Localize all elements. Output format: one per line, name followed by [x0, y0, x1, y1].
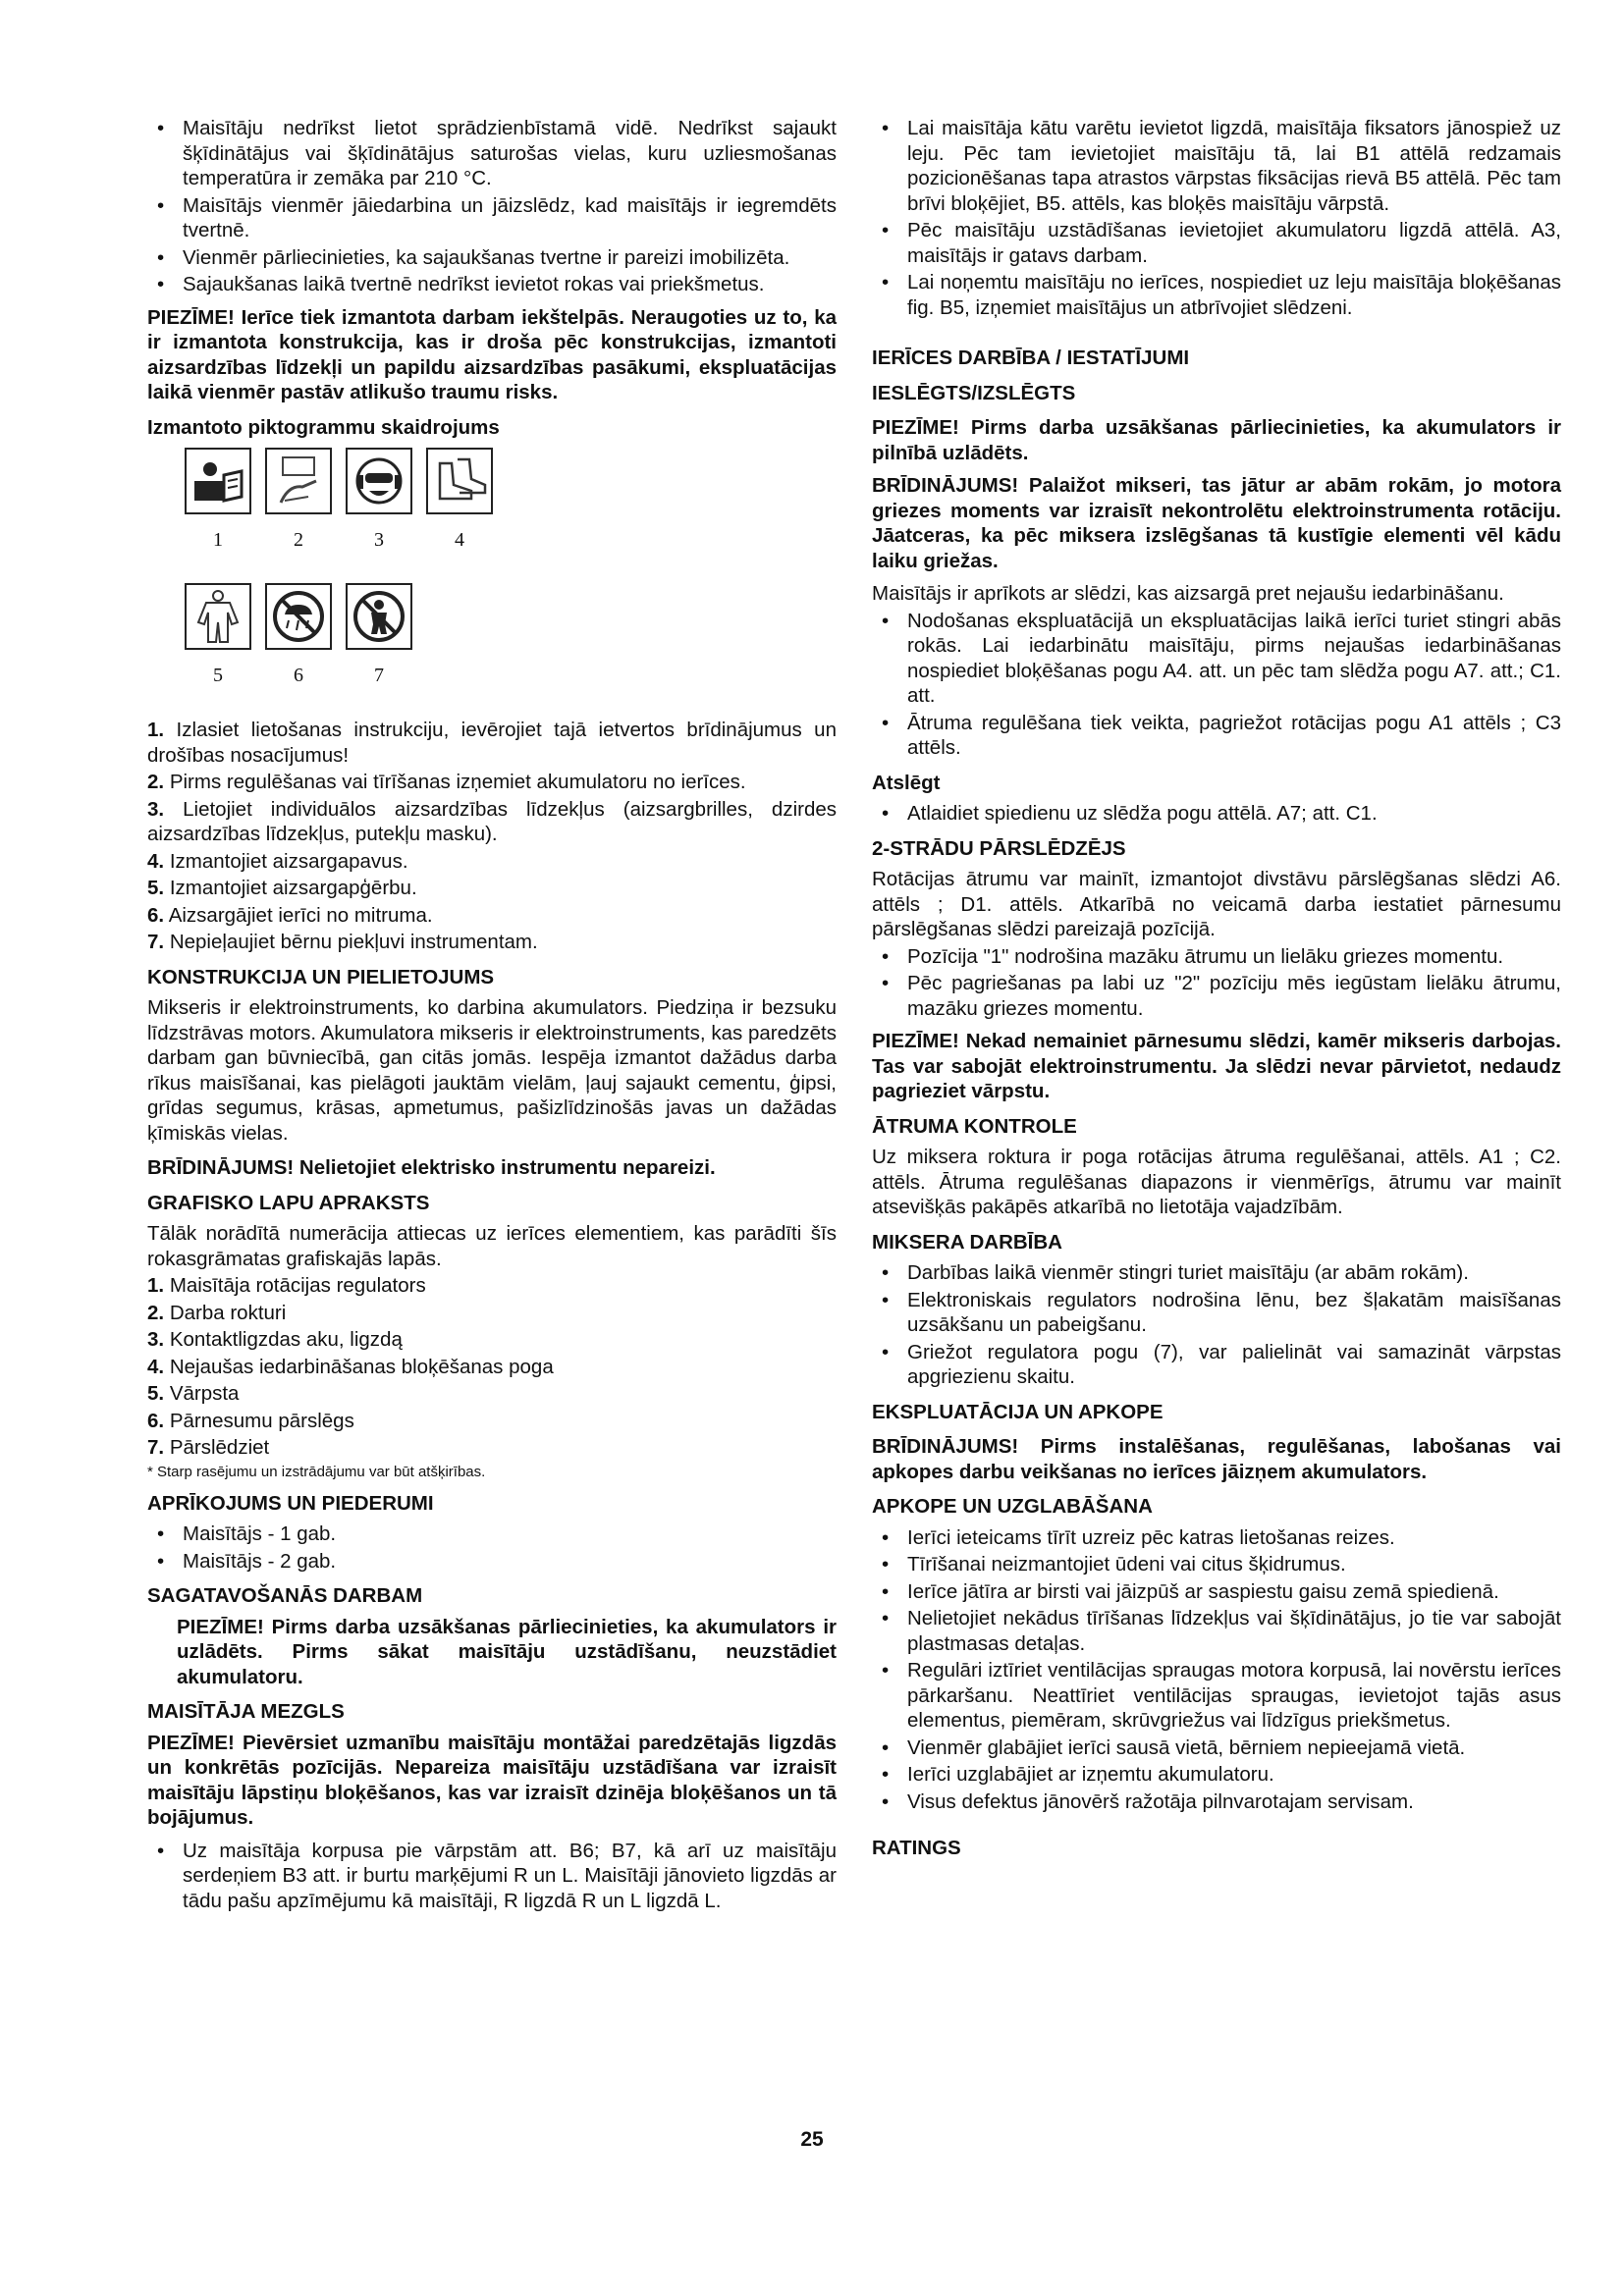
list-item: 1. Maisītāja rotācijas regulators [147, 1274, 426, 1297]
section-heading: APKOPE UN UZGLABĀŠANA [872, 1495, 1153, 1518]
pictogram-numbers-row-2 [185, 664, 837, 689]
list-item: 1. Izlasiet lietošanas instrukciju, ievērojiet tajā ietvertos brīdinājumus un drošības nosacījumus! [147, 719, 837, 767]
no-rain-icon [265, 583, 332, 650]
list-item: 2. Darba rokturi [147, 1301, 287, 1324]
section-heading: APRĪKOJUMS UN PIEDERUMI [147, 1491, 434, 1515]
pictogram-legend [147, 718, 837, 955]
list-item: • Pozīcija "1" nodrošina mazāku ātrumu un lielāku griezes momentu. [872, 944, 1561, 970]
onoff-note: PIEZĪME! Pirms darba uzsākšanas pārliecinieties, ka akumulators ir pilnībā uzlādēts. [872, 416, 1561, 464]
list-item: • Pēc pagriešanas pa labi uz "2" pozīciju mēs iegūstam lielāku ātrumu, mazāku griezes momentu. [872, 971, 1561, 1021]
assembly-bullets [147, 1839, 837, 1914]
warning-misuse: BRĪDINĀJUMS! Nelietojiet elektrisko instrumentu nepareizi. [147, 1156, 716, 1179]
footnote: * Starp rasējumu un izstrādājumu var būt atšķirības. [147, 1463, 486, 1480]
list-item: 4. Izmantojiet aizsargapavus. [147, 849, 408, 873]
gear-note: PIEZĪME! Nekad nemainiet pārnesumu slēdzi, kamēr mikseris darbojas. Tas var sabojāt elektroinstrumentu. Ja slēdzi nevar pārvietot, nedaudz pagrieziet vārpstu. [872, 1030, 1561, 1102]
care-bullets [872, 1525, 1561, 1815]
insert-bullets [872, 116, 1561, 320]
section-heading: MAISĪTĀJA MEZGLS [147, 1700, 345, 1723]
list-item: • Maisītāju nedrīkst lietot sprādzienbīstamā vidē. Nedrīkst sajaukt šķīdinātājus vai šķīdinātājus saturošas vielas, kuru uzliesmošanas temperatūra ir zemāka par 210 °C. [147, 116, 837, 191]
pictograms-row-1 [185, 448, 837, 514]
graphic-text: Tālāk norādītā numerācija attiecas uz ierīces elementiem, kas parādīti šīs rokasgrāmatas grafiskajās lapās. [147, 1222, 837, 1270]
gear-bullets [872, 944, 1561, 1022]
list-item: 6. Pārnesumu pārslēgs [147, 1409, 354, 1432]
list-item: • Vienmēr pārliecinieties, ka sajaukšanas tvertne ir pareizi imobilizēta. [147, 245, 837, 271]
section-heading: SAGATAVOŠANĀS DARBAM [147, 1584, 423, 1607]
pictogram-number: 7 [374, 664, 384, 686]
section-heading: Atslēgt [872, 771, 941, 794]
section-heading: IERĪCES DARBĪBA / IESTATĪJUMI [872, 347, 1190, 369]
maint-warning: BRĪDINĀJUMS! Pirms instalēšanas, regulēšanas, labošanas vai apkopes darbu veikšanas no ierīces jāizņem akumulators. [872, 1435, 1561, 1483]
pictogram-number: 1 [213, 529, 223, 551]
equipment-list [147, 1522, 837, 1574]
section-heading: 2-STRĀDU PĀRSLĒDZĒJS [872, 836, 1126, 860]
remove-battery-icon [265, 448, 332, 514]
list-item: • Ierīce jātīra ar birsti vai jāizpūš ar saspiestu gaisu zemā spiedienā. [872, 1579, 1561, 1605]
list-item: • Ierīci uzglabājiet ar izņemtu akumulatoru. [872, 1762, 1561, 1788]
page-number: 25 [800, 2128, 824, 2151]
safety-boots-icon [426, 448, 493, 514]
assembly-note: PIEZĪME! Pievērsiet uzmanību maisītāju montāžai paredzētajās ligzdās un konkrētās pozīcijās. Nepareiza maisītāju uzstādīšana var izraisīt maisītāju lāpstiņu bloķēšanos, kas var izraisīt dzinēja bloķēšanos un tā bojājumus. [147, 1731, 837, 1829]
list-item: • Nodošanas ekspluatācijā un ekspluatācijas laikā ierīci turiet stingri abās rokās. Lai iedarbinātu maisītāju, pirms nejaušas iedarbināšanas nospiediet bloķēšanas pogu A4. att. un pēc tam slēdža pogu A7. att.; C1. att. [872, 609, 1561, 709]
read-manual-icon [185, 448, 251, 514]
list-item: 5. Vārpsta [147, 1382, 240, 1405]
list-item: • Maisītājs vienmēr jāiedarbina un jāizslēdz, kad maisītājs ir iegremdēts tvertnē. [147, 193, 837, 243]
list-item: • Darbības laikā vienmēr stingri turiet maisītāju (ar abām rokām). [872, 1260, 1561, 1286]
list-item: 7. Nepieļaujiet bērnu piekļuvi instrumentam. [147, 931, 538, 953]
list-item: • Uz maisītāja korpusa pie vārpstām att. B6; B7, kā arī uz maisītāju serdeņiem B3 att. ir burtu marķējumi R un L. Maisītāji jānovieto ligzdās ar tādu pašu apzīmējumu kā maisītāji, R ligzdā R un L ligzdā L. [147, 1839, 837, 1914]
list-item: • Visus defektus jānovērš ražotāja pilnvarotajam servisam. [872, 1789, 1561, 1815]
onoff-text: Maisītājs ir aprīkots ar slēdzi, kas aizsargā pret nejaušu iedarbināšanu. [872, 582, 1504, 605]
list-item: • Vienmēr glabājiet ierīci sausā vietā, bērniem nepieejamā vietā. [872, 1735, 1561, 1761]
onoff-bullets [872, 609, 1561, 761]
section-heading: EKSPLUATĀCIJA UN APKOPE [872, 1400, 1164, 1423]
pictogram-numbers-row-1 [185, 528, 837, 554]
pictogram-number: 4 [455, 529, 464, 551]
list-item: • Tīrīšanai neizmantojiet ūdeni vai citus šķidrumus. [872, 1552, 1561, 1577]
pictogram-number: 2 [294, 529, 303, 551]
construction-text: Mikseris ir elektroinstruments, ko darbina akumulators. Piedziņa ir bezsuku līdzstrāvas motors. Akumulatora mikseris ir elektroinstruments, kas paredzēts darbam gan būvniecībā, gan citās jomās. Iespēja izmantot dažādus darba rīkus maisīšanai, kas pielāgoti jauktām vielām, ļauj sajaukt cementu, ģipsi, grīdas segumus, krāsas, apmetumus, pašizlīdzinošās javas un dažādas ķīmiskās vielas. [147, 996, 837, 1145]
off-bullets [872, 801, 1561, 827]
list-item: • Regulāri iztīriet ventilācijas spraugas motora korpusā, lai novērstu ierīces pārkaršanu. Neattīriet ventilācijas spraugas, ievietojot tajās asus elementus, piemēram, skrūvgriežus vai līdzīgus priekšmetus. [872, 1658, 1561, 1734]
gear-text: Rotācijas ātrumu var mainīt, izmantojot divstāvu pārslēgšanas slēdzi A6. attēls ; D1. attēls. Atkarībā no veicamā darba iestatiet pārnesumu pārslēgšanas slēdzi pareizajā pozīcijā. [872, 868, 1561, 940]
list-item: 3. Kontaktligzdas aku, ligzdą [147, 1328, 403, 1351]
no-children-icon [346, 583, 412, 650]
list-item: 2. Pirms regulēšanas vai tīrīšanas izņemiet akumulatoru no ierīces. [147, 771, 746, 793]
speed-text: Uz miksera roktura ir poga rotācijas ātruma regulēšanai, attēls. A1 ; C2. attēls. Ātruma regulēšanas diapazons ir vienmērīgs, ātrumu var mainīt atsevišķās pakāpēs atkarībā no lietotāja vajadzībām. [872, 1146, 1561, 1218]
list-item: • Griežot regulatora pogu (7), var palielināt vai samazināt vārpstas apgriezienu skaitu. [872, 1340, 1561, 1390]
pictograms-heading: Izmantoto piktogrammu skaidrojums [147, 415, 500, 439]
pictogram-number: 3 [374, 529, 384, 551]
pictograms-row-2 [185, 583, 837, 650]
right-column [872, 116, 1561, 1867]
intro-bullets [147, 116, 837, 297]
list-item: • Ātruma regulēšana tiek veikta, pagriežot rotācijas pogu A1 attēls ; C3 attēls. [872, 711, 1561, 761]
list-item: 3. Lietojiet individuālos aizsardzības līdzekļus (aizsargbrilles, dzirdes aizsardzības līdzekļus, putekļu masku). [147, 797, 837, 845]
graphic-legend [147, 1273, 837, 1461]
note-indoor: PIEZĪME! Ierīce tiek izmantota darbam iekštelpās. Neraugoties uz to, ka ir izmantota konstrukcija, kas ir droša pēc konstrukcijas, izmantoti aizsardzības līdzekļi un papildu aizsardzības pasākumi, ekspluatācijas laikā vienmēr pastāv atlikušo traumu risks. [147, 305, 837, 403]
list-item: • Nelietojiet nekādus tīrīšanas līdzekļus vai šķīdinātājus, jo tie var sabojāt plastmasas detaļas. [872, 1606, 1561, 1656]
preparation-note: PIEZĪME! Pirms darba uzsākšanas pārliecinieties, ka akumulators ir uzlādēts. Pirms sākat maisītāju uzstādīšanu, neuzstādiet akumulatoru. [177, 1615, 837, 1688]
list-item: 7. Pārslēdziet [147, 1436, 270, 1459]
onoff-warning: BRĪDINĀJUMS! Palaižot mikseri, tas jātur ar abām rokām, jo motora griezes moments var izraisīt nekontrolētu elektroinstrumenta rotāciju. Jāatceras, ka pēc miksera izslēgšanas tā kustīgie elementi vēl kādu laiku griežas. [872, 474, 1561, 572]
list-item: • Maisītājs - 1 gab. [147, 1522, 837, 1547]
list-item: 5. Izmantojiet aizsargapģērbu. [147, 877, 417, 899]
pictogram-number: 5 [213, 664, 223, 686]
list-item: • Lai noņemtu maisītāju no ierīces, nospiediet uz leju maisītāja bloķēšanas fig. B5, izņemiet maisītājus un atbrīvojiet slēdzeni. [872, 270, 1561, 320]
list-item: • Maisītājs - 2 gab. [147, 1549, 837, 1575]
section-heading: IESLĒGTS/IZSLĒGTS [872, 381, 1076, 404]
list-item: 6. Aizsargājiet ierīci no mitruma. [147, 903, 433, 927]
section-heading: GRAFISKO LAPU APRAKSTS [147, 1191, 430, 1214]
list-item: • Elektroniskais regulators nodrošina lēnu, bez šļakatām maisīšanas uzsākšanu un pabeigšanu. [872, 1288, 1561, 1338]
section-heading: MIKSERA DARBĪBA [872, 1230, 1062, 1254]
list-item: • Ierīci ieteicams tīrīt uzreiz pēc katras lietošanas reizes. [872, 1525, 1561, 1551]
list-item: • Atlaidiet spiedienu uz slēdža pogu attēlā. A7; att. C1. [872, 801, 1561, 827]
list-item: • Lai maisītāja kātu varētu ievietot ligzdā, maisītāja fiksators jānospiež uz leju. Pēc tam ievietojiet maisītāju tā, lai B1 attēlā redzamais pozicionēšanas tapa atrastos vārpstas fiksācijas rievā B5 attēlā. Pēc tam brīvi bloķējiet, B5. attēls, kas bloķēs maisītāju vārpstā. [872, 116, 1561, 216]
section-heading: ĀTRUMA KONTROLE [872, 1114, 1077, 1138]
mixer-op-bullets [872, 1260, 1561, 1390]
list-item: 4. Nejaušas iedarbināšanas bloķēšanas poga [147, 1355, 554, 1378]
protective-gear-icon [346, 448, 412, 514]
list-item: • Sajaukšanas laikā tvertnē nedrīkst ievietot rokas vai priekšmetus. [147, 272, 837, 297]
list-item: • Pēc maisītāju uzstādīšanas ievietojiet akumulatoru ligzdā attēlā. A3, maisītājs ir gatavs darbam. [872, 218, 1561, 268]
pictogram-number: 6 [294, 664, 303, 686]
left-column [147, 116, 837, 1921]
section-heading: RATINGS [872, 1837, 961, 1859]
section-heading: KONSTRUKCIJA UN PIELIETOJUMS [147, 965, 495, 988]
protective-clothing-icon [185, 583, 251, 650]
